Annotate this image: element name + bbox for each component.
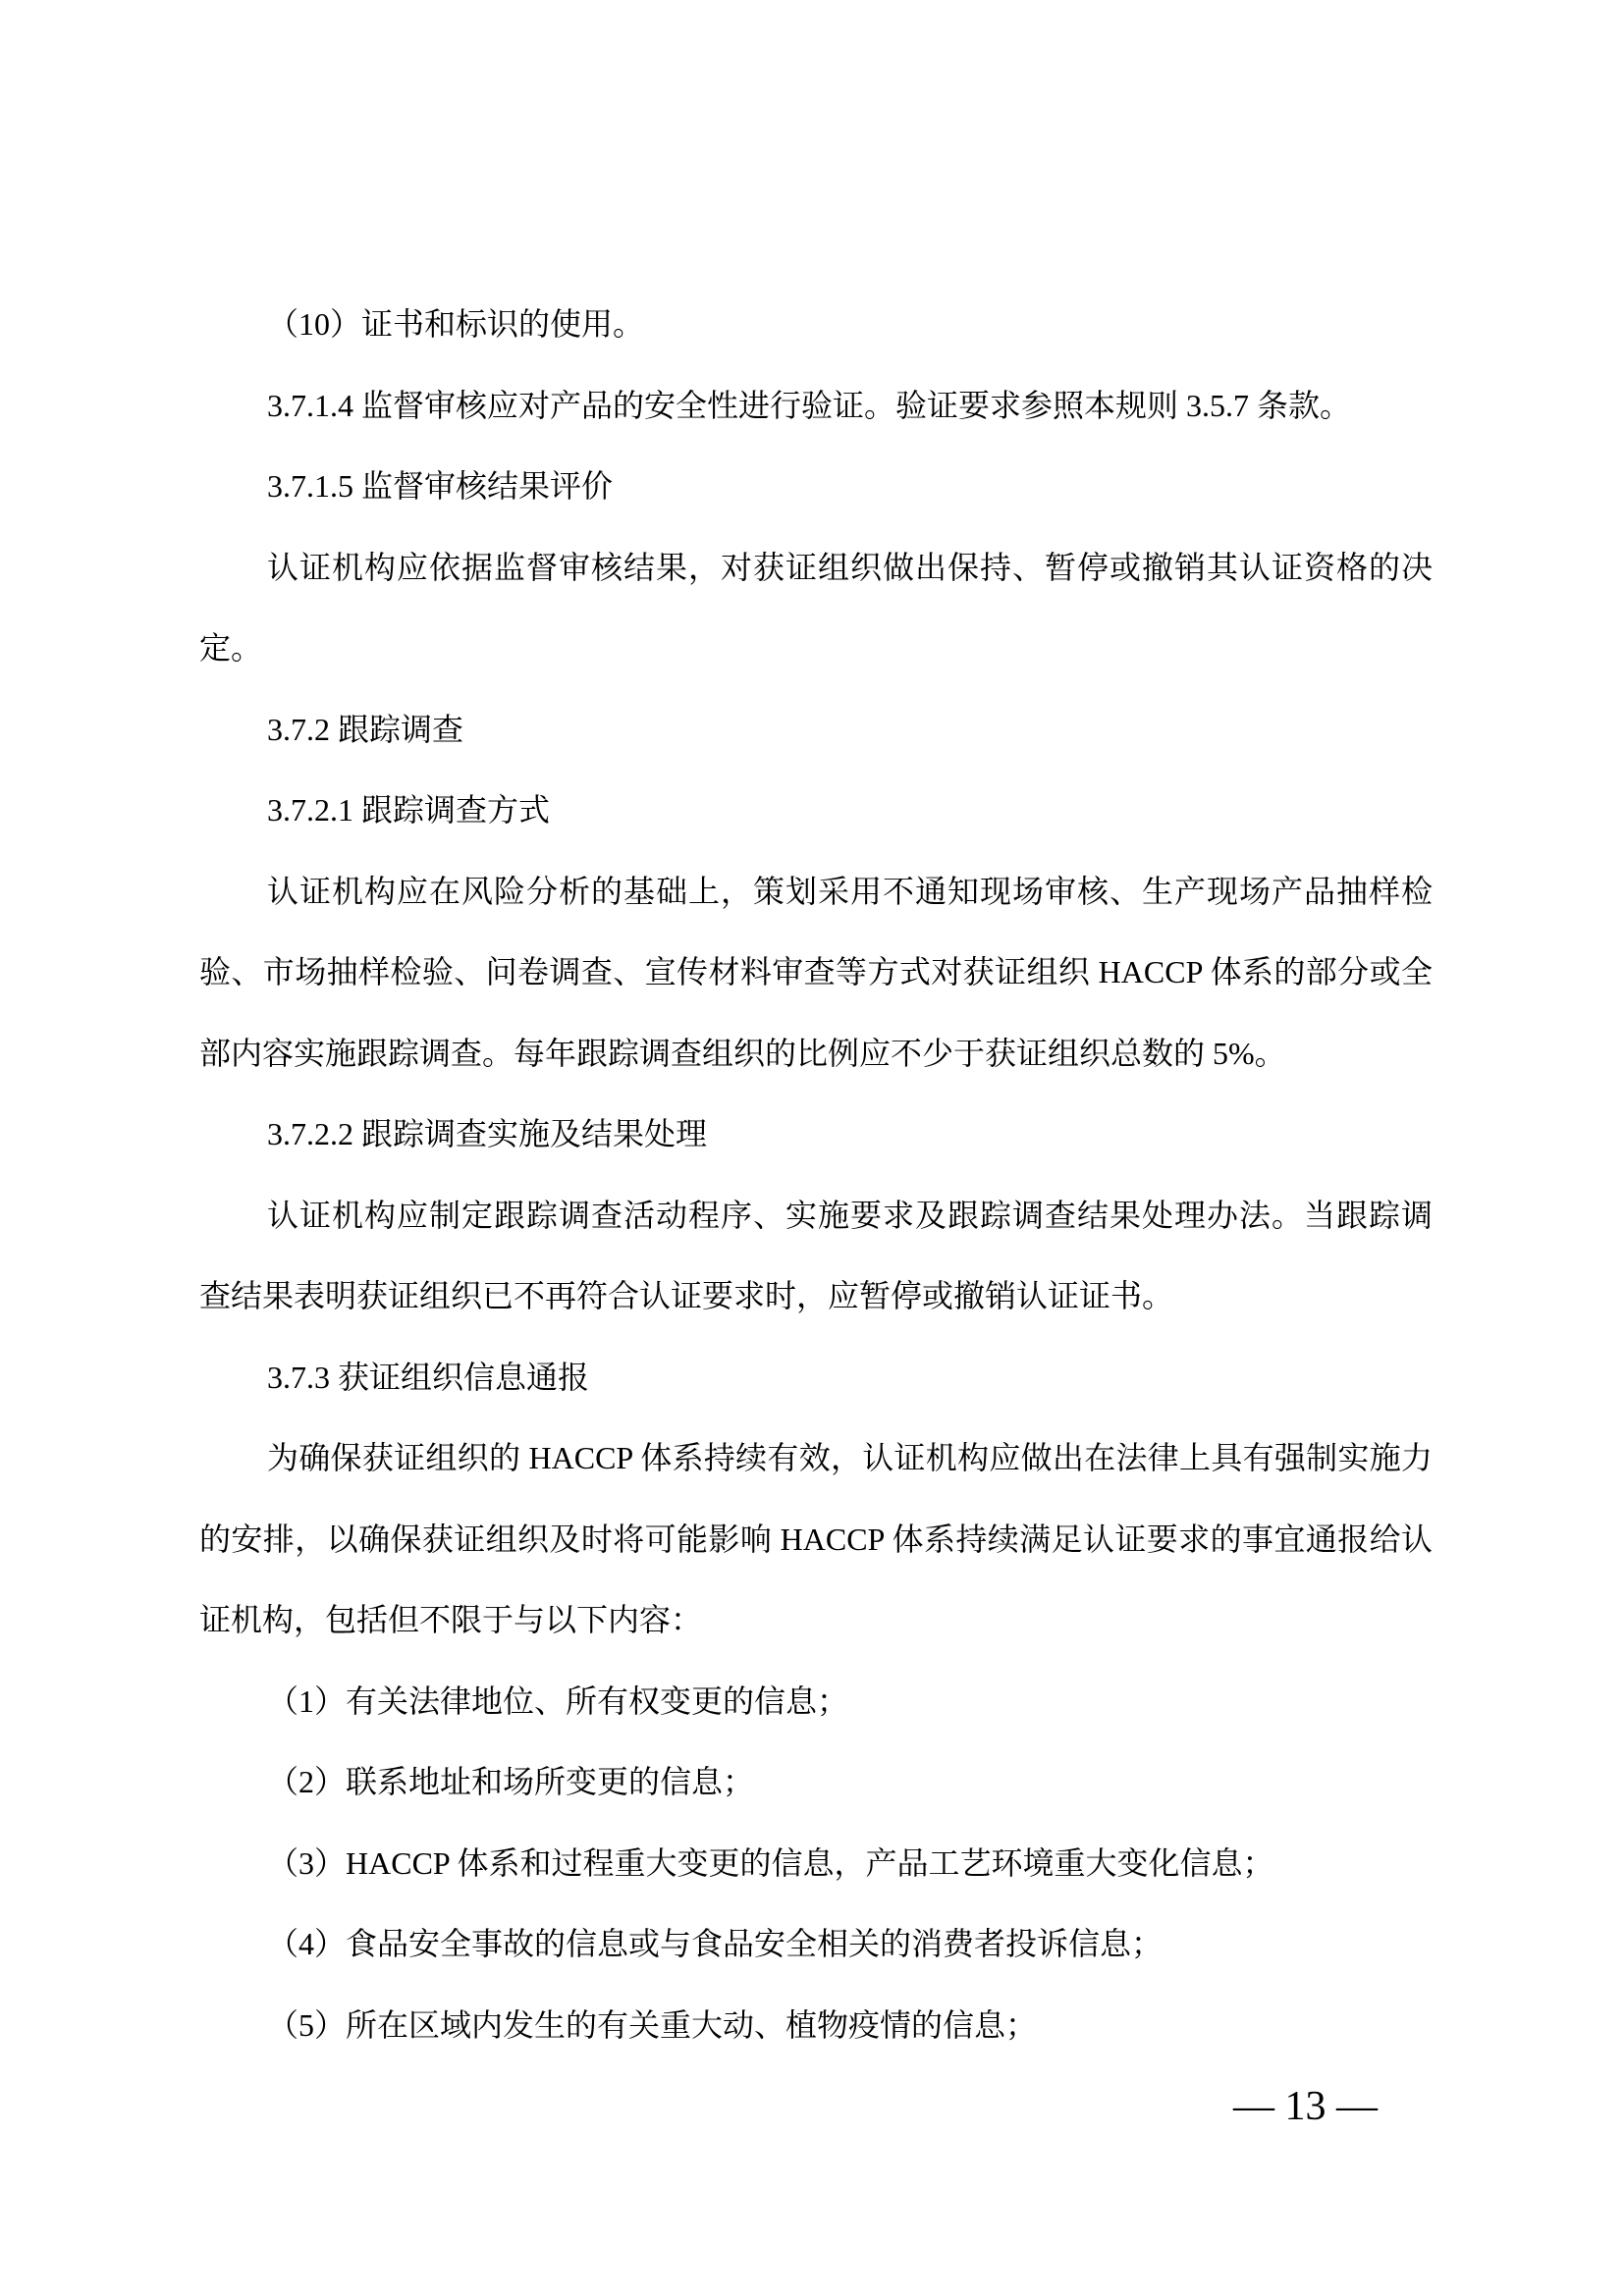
section-heading: 3.7.2.2 跟踪调查实施及结果处理	[267, 1116, 708, 1151]
paragraph-line: 为确保获证组织的 HACCP 体系持续有效，认证机构应做出在法律上具有强制实施力	[267, 1440, 1433, 1475]
paragraph-line: 认证机构应制定跟踪调查活动程序、实施要求及跟踪调查结果处理办法。当跟踪调	[267, 1197, 1433, 1233]
list-item: （2）联系地址和场所变更的信息；	[267, 1764, 755, 1799]
paragraph-line: 证机构，包括但不限于与以下内容：	[199, 1602, 703, 1637]
page-footer	[1233, 2082, 1378, 2131]
paragraph-line: 查结果表明获证组织已不再符合认证要求时，应暂停或撤销认证证书。	[199, 1278, 1174, 1313]
section-heading: 3.7.3 获证组织信息通报	[267, 1359, 590, 1395]
document-body	[199, 284, 1433, 2065]
paragraph-line: 定。	[199, 630, 263, 666]
list-item: （1）有关法律地位、所有权变更的信息；	[267, 1682, 849, 1719]
list-item: （10）证书和标识的使用。	[267, 306, 645, 342]
section-heading: 3.7.2 跟踪调查	[267, 711, 464, 747]
section-heading: 3.7.1.5 监督审核结果评价	[267, 468, 614, 504]
section-heading: 3.7.2.1 跟踪调查方式	[267, 792, 551, 828]
list-item: （3）HACCP 体系和过程重大变更的信息，产品工艺环境重大变化信息；	[267, 1844, 1274, 1881]
list-item: （5）所在区域内发生的有关重大动、植物疫情的信息；	[267, 2006, 1038, 2043]
paragraph-line: 验、市场抽样检验、问卷调查、宣传材料审查等方式对获证组织 HACCP 体系的部分或全	[199, 954, 1433, 989]
list-item: （4）食品安全事故的信息或与食品安全相关的消费者投诉信息；	[267, 1926, 1164, 1961]
paragraph-line: 认证机构应依据监督审核结果，对获证组织做出保持、暂停或撤销其认证资格的决	[267, 549, 1433, 585]
paragraph-line: 的安排，以确保获证组织及时将可能影响 HACCP 体系持续满足认证要求的事宜通报给认	[199, 1521, 1433, 1557]
section-heading: 3.7.1.4 监督审核应对产品的安全性进行验证。验证要求参照本规则 3.5.7 条款。	[267, 387, 1352, 423]
paragraph-line: 部内容实施跟踪调查。每年跟踪调查组织的比例应不少于获证组织总数的 5%。	[199, 1035, 1286, 1071]
paragraph-line: 认证机构应在风险分析的基础上，策划采用不通知现场审核、生产现场产品抽样检	[267, 873, 1433, 909]
page-number: — 13 —	[1233, 2084, 1378, 2129]
